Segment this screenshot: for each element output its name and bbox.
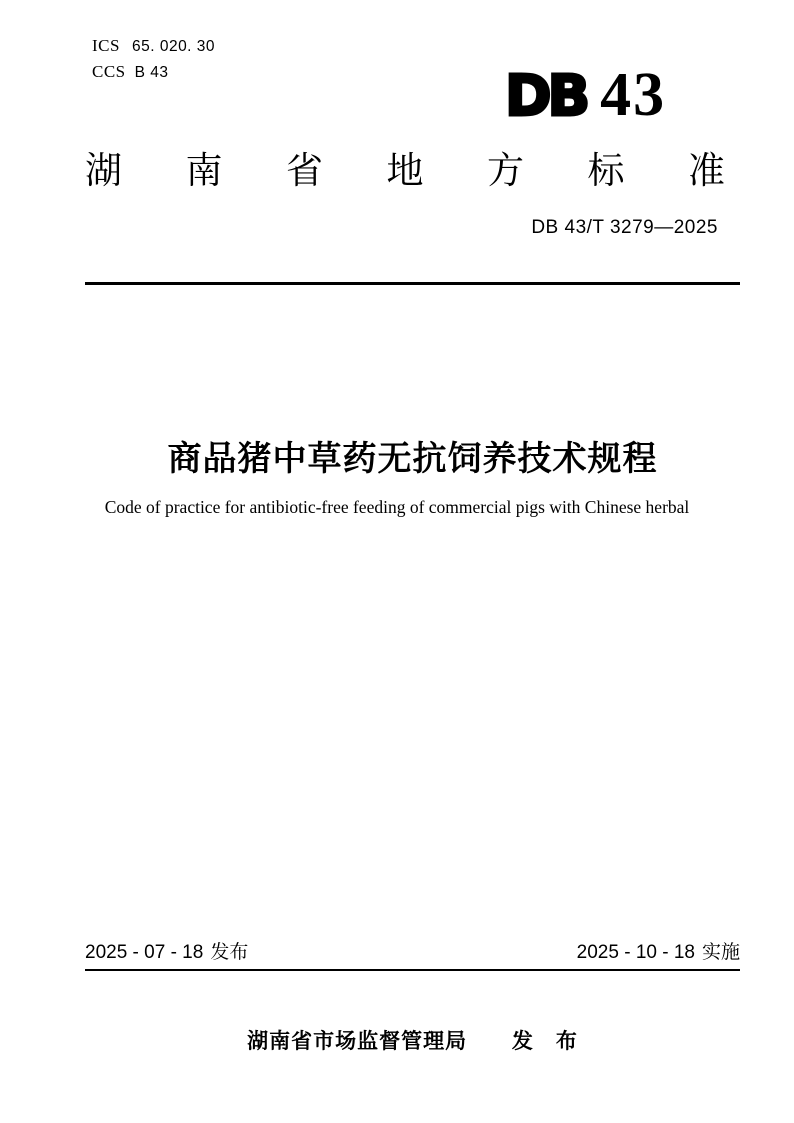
ccs-label: CCS [92, 62, 126, 81]
ics-code [92, 33, 215, 59]
date-row [85, 941, 740, 965]
implementation-date-group [577, 941, 740, 965]
header-rule [85, 282, 740, 285]
standard-name-char: 省 [286, 150, 323, 191]
standard-name-char: 湖 [85, 150, 122, 191]
standard-name-char: 标 [587, 150, 625, 191]
db43-logo [505, 61, 667, 129]
ics-value: 65. 020. 30 [131, 38, 216, 55]
standard-name-char: 准 [688, 150, 725, 191]
footer-rule [85, 969, 740, 971]
implementation-date: 2025 - 10 - 18 [576, 942, 695, 963]
ics-label: ICS [92, 36, 120, 55]
ccs-value: B 43 [134, 64, 169, 81]
issue-date: 2025 - 07 - 18 [85, 942, 204, 963]
document-title-chinese: 商品猪中草药无抗饲养技术规程 [167, 440, 658, 478]
implementation-label: 实施 [701, 942, 740, 963]
issue-date-group [85, 941, 248, 965]
standard-name-char: 地 [386, 150, 424, 191]
db-logo-region-number: 43 [600, 61, 667, 129]
issue-label: 发布 [210, 942, 249, 963]
standard-name-char: 南 [185, 150, 223, 191]
publisher-line [85, 1025, 740, 1055]
standard-name [85, 150, 725, 192]
publisher-organization: 湖南省市场监督管理局 [247, 1030, 468, 1053]
ccs-code [92, 59, 215, 85]
standard-name-char: 方 [487, 150, 524, 191]
standard-number: DB 43/T 3279—2025 [531, 217, 718, 238]
document-title-english: Code of practice for antibiotic-free feeding of commercial pigs with Chinese herbal [104, 497, 690, 517]
db-logo-prefix: DB [505, 64, 587, 129]
classification-codes [92, 33, 215, 85]
publisher-action-label: 发 布 [511, 1030, 578, 1053]
